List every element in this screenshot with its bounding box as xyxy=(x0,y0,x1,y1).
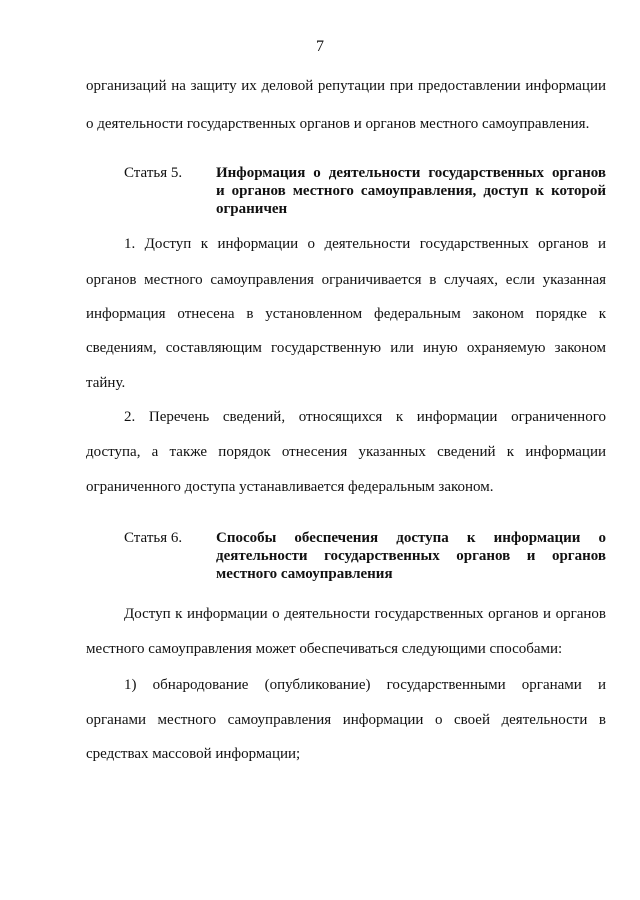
page-number: 7 xyxy=(316,38,324,55)
article-5-title-line-1: Информация о деятельности государственных органов xyxy=(216,165,606,181)
article-6-item1-line-2: органами местного самоуправления информации о своей деятельности в xyxy=(86,712,606,728)
article-6-item1-line-3: средствах массовой информации; xyxy=(86,746,301,762)
article-5-p2-line-1: 2. Перечень сведений, относящихся к информации ограниченного xyxy=(124,409,606,425)
intro-line-1: организаций на защиту их деловой репутации при предоставлении информации xyxy=(86,78,606,94)
article-6-label: Статья 6. xyxy=(124,530,183,546)
article-5-p1-line-4: сведениям, составляющим государственную или иную охраняемую законом xyxy=(86,340,606,356)
article-6-title-line-1: Способы обеспечения доступа к информации о xyxy=(216,530,606,546)
article-6-p1-line-1: Доступ к информации о деятельности государственных органов и органов xyxy=(124,606,606,622)
article-5-p1-line-2: органов местного самоуправления ограничивается в случаях, если указанная xyxy=(86,272,606,288)
article-5-p1-line-3: информация отнесена в установленном федеральным законом порядке к xyxy=(86,306,606,322)
article-6-title-line-3: местного самоуправления xyxy=(216,566,393,582)
article-5-p2-line-2: доступа, а также порядок отнесения указанных сведений к информации xyxy=(86,444,606,460)
article-5-title-line-3: ограничен xyxy=(216,201,288,217)
article-5-title-line-2: и органов местного самоуправления, доступ к которой xyxy=(216,183,606,199)
article-6-item1-line-1: 1) обнародование (опубликование) государственными органами и xyxy=(124,677,606,693)
article-6-title-line-2: деятельности государственных органов и органов xyxy=(216,548,606,564)
article-5-p1-line-5: тайну. xyxy=(86,375,126,391)
article-5-label: Статья 5. xyxy=(124,165,183,181)
intro-line-2: о деятельности государственных органов и органов местного самоуправления. xyxy=(86,116,590,132)
article-6-p1-line-2: местного самоуправления может обеспечиваться следующими способами: xyxy=(86,641,563,657)
article-5-p1-line-1: 1. Доступ к информации о деятельности государственных органов и xyxy=(124,236,606,252)
article-5-p2-line-3: ограниченного доступа устанавливается федеральным законом. xyxy=(86,479,494,495)
